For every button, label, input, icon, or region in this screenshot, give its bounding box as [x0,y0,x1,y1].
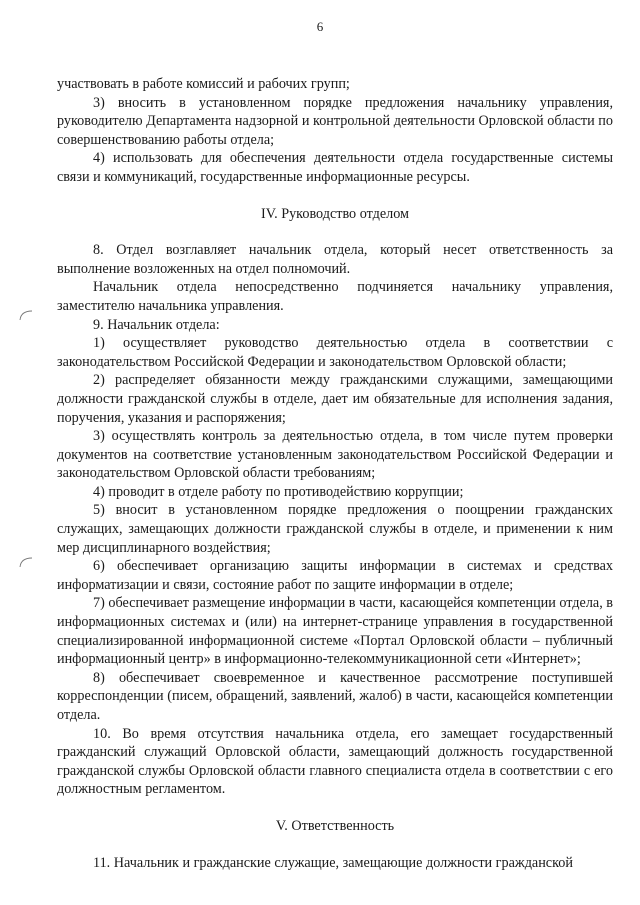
paragraph: 4) использовать для обеспечения деятельности отдела государственные системы связи и коммуникаций, государственные информационные ресурсы. [57,150,613,185]
paragraph: Начальник отдела непосредственно подчиняется начальнику управления, заместителю начальника управления. [57,279,613,314]
paragraph: 2) распределяет обязанности между гражданскими служащими, замещающими должности гражданской службы в отделе, дает им обязательные для исполнения задания, поручения, указания и распоряжения; [57,372,613,426]
paragraph: 4) проводит в отделе работу по противодействию коррупции; [93,483,464,500]
section-heading-iv: IV. Руководство отделом [260,205,410,222]
paragraph: 3) осуществлять контроль за деятельностью отдела, в том числе путем проверки документов на соответствие установленным законодательством Российской Федерации и законодательством Орловской области требованиям; [57,428,613,482]
paragraph: 8) обеспечивает своевременное и качественное рассмотрение поступившей корреспонденции (писем, обращений, заявлений, жалоб) в части, касающейся компетенции отдела. [57,669,613,723]
paragraph: 11. Начальник и гражданские служащие, замещающие должности гражданской [93,854,573,871]
document-body [57,75,613,872]
paragraph: 7) обеспечивает размещение информации в части, касающейся компетенции отдела, в информационных системах и (или) на интернет-странице управления в государственной специализированной информационной системе «Портал Орловской области – публичный информационный центр» в информационно-телекоммуникационной сети «Интернет»; [57,595,613,668]
paragraph: участвовать в работе комиссий и рабочих групп; [57,76,350,92]
paragraph: 8. Отдел возглавляет начальник отдела, который несет ответственность за выполнение возложенных на отдел полномочий. [57,242,613,277]
paragraph: 1) осуществляет руководство деятельностью отдела в соответствии с законодательством Российской Федерации и законодательством Орловской области; [57,335,613,370]
section-heading-v: V. Ответственность [275,817,395,834]
paragraph: 9. Начальник отдела: [93,316,220,333]
paragraph: 10. Во время отсутствия начальника отдела, его замещает государственный гражданский служащий Орловской области, замещающий должность государственной гражданской службы Орловской области главного специалиста отдела в соответствии с его должностным регламентом. [57,725,613,798]
punch-hole-mark [18,309,34,323]
paragraph: 6) обеспечивает организацию защиты информации в системах и средствах информатизации и связи, состояние работ по защите информации в отделе; [57,558,613,593]
paragraph: 3) вносить в установленном порядке предложения начальнику управления, руководителю Департамента надзорной и контрольной деятельности Орловской области по совершенствованию работы отдела; [57,94,613,148]
page-number: 6 [316,19,324,34]
punch-hole-mark [18,556,34,570]
paragraph: 5) вносит в установленном порядке предложения о поощрении гражданских служащих, замещающих должности гражданской службы в отделе, и применении к ним мер дисциплинарного воздействия; [57,502,613,556]
